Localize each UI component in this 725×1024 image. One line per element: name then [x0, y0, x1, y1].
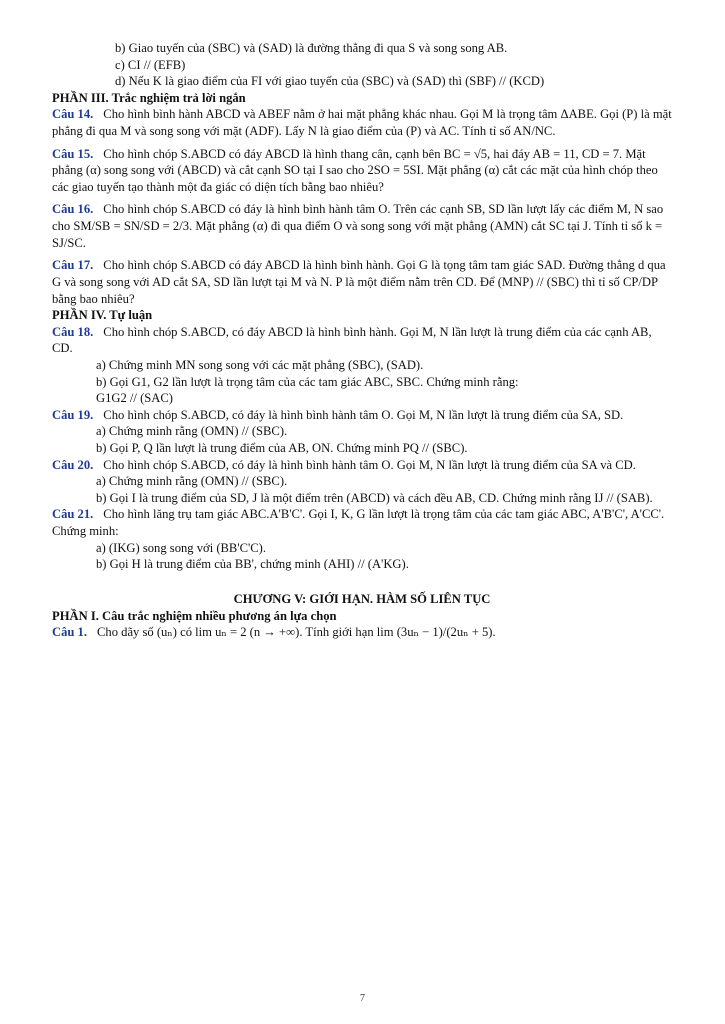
question-text: Cho hình chóp S.ABCD, có đáy ABCD là hình bình hành. Gọi M, N lần lượt là trung điểm của các cạnh AB, CD. — [52, 324, 652, 356]
question-label: Câu 17. — [52, 258, 94, 273]
part1-title: PHẦN I. Câu trắc nghiệm nhiều phương án lựa chọn — [52, 608, 337, 623]
question-label: Câu 20. — [52, 457, 94, 472]
page-content — [52, 40, 672, 641]
question-18-part-b: b) Gọi G1, G2 lần lượt là trọng tâm của các tam giác ABC, SBC. Chứng minh rằng: — [96, 374, 519, 389]
question-18-part-b-formula: G1G2 // (SAC) — [96, 391, 173, 406]
question-text: Cho hình chóp S.ABCD có đáy là hình bình hành tâm O. Trên các cạnh SB, SD lần lượt lấy các điểm M, N sao cho SM/SB = SN/SD = 2/3. Mặt phẳng (α) đi qua điểm O và song song với mặt phẳng (AMN) cắt SC tại J. Tính tỉ số k = SJ/SC. — [52, 202, 664, 250]
question-label: Câu 16. — [52, 202, 94, 217]
question-label: Câu 21. — [52, 507, 94, 522]
question-text: Cho dãy số (uₙ) có lim uₙ = 2 (n → +∞). Tính giới hạn lim (3uₙ − 1)/(2uₙ + 5). — [97, 625, 496, 640]
question-text: Cho hình chóp S.ABCD, có đáy là hình bình hành tâm O. Gọi M, N lần lượt là trung điểm của SA, SD. — [103, 407, 624, 422]
question-19 — [52, 407, 672, 424]
statement-c: c) CI // (EFB) — [115, 57, 186, 72]
question-label: Câu 18. — [52, 324, 94, 339]
question-text: Cho hình chóp S.ABCD, có đáy là hình bình hành tâm O. Gọi M, N lần lượt là trung điểm của SA và CD. — [103, 457, 636, 472]
question-21-part-a: a) (IKG) song song với (BB'C'C). — [96, 540, 267, 555]
statement-b: b) Giao tuyến của (SBC) và (SAD) là đường thẳng đi qua S và song song AB. — [115, 41, 508, 55]
question-17 — [52, 257, 672, 307]
question-20-part-a: a) Chứng minh rằng (OMN) // (SBC). — [96, 474, 288, 489]
question-text: Cho hình lăng trụ tam giác ABC.A'B'C'. Gọi I, K, G lần lượt là trọng tâm của các tam giác ABC, A'B'C', A'CC'. Chứng minh: — [52, 507, 665, 539]
question-18 — [52, 324, 672, 357]
question-21 — [52, 506, 672, 539]
question-label: Câu 1. — [52, 625, 87, 640]
part4-title: PHẦN IV. Tự luận — [52, 308, 153, 323]
question-label: Câu 19. — [52, 407, 94, 422]
question-label: Câu 15. — [52, 146, 94, 161]
question-21-part-b: b) Gọi H là trung điểm của BB', chứng minh (AHI) // (A'KG). — [96, 557, 409, 572]
chapter-title: CHƯƠNG V: GIỚI HẠN. HÀM SỐ LIÊN TỤC — [233, 591, 491, 606]
question-text: Cho hình chóp S.ABCD có đáy ABCD là hình bình hành. Gọi G là tọng tâm tam giác SAD. Đường thẳng d qua G và song song với AD cắt SA, SD lần lượt tại M và N. P là một điểm nằm trên CD. Để (MNP) // (SBC) thì tỉ số CP/DP bằng bao nhiêu? — [52, 258, 666, 306]
question-1 — [52, 624, 672, 641]
page-number: 7 — [360, 993, 365, 1004]
question-20 — [52, 457, 672, 474]
statement-d: d) Nếu K là giao điểm của FI với giao tuyến của (SBC) và (SAD) thì (SBF) // (KCD) — [115, 74, 545, 89]
question-text: Cho hình bình hành ABCD và ABEF nằm ở hai mặt phẳng khác nhau. Gọi M là trọng tâm ΔABE. Gọi (P) là mặt phẳng đi qua M và song song với mặt (ADF). Lấy N là giao điểm của (P) và AC. Tính tỉ số AN/NC. — [52, 107, 672, 139]
question-14 — [52, 106, 672, 139]
question-16 — [52, 201, 672, 251]
question-18-part-a: a) Chứng minh MN song song với các mặt phẳng (SBC), (SAD). — [96, 357, 424, 372]
part3-title: PHẦN III. Trắc nghiệm trả lời ngắn — [52, 90, 246, 105]
question-15 — [52, 146, 672, 196]
question-19-part-a: a) Chứng minh rằng (OMN) // (SBC). — [96, 424, 288, 439]
question-label: Câu 14. — [52, 107, 94, 122]
question-text: Cho hình chóp S.ABCD có đáy ABCD là hình thang cân, cạnh bên BC = √5, hai đáy AB = 11, CD = 7. Mặt phẳng (α) song song với (ABCD) và cắt cạnh SO tại I sao cho 2SO = 5SI. Mặt phẳng (α) cắt các mặt của hình chóp theo các giao tuyến tạo thành một đa giác có diện tích bằng bao nhiêu? — [52, 146, 658, 194]
question-19-part-b: b) Gọi P, Q lần lượt là trung điểm của AB, ON. Chứng minh PQ // (SBC). — [96, 441, 468, 456]
question-20-part-b: b) Gọi I là trung điểm của SD, J là một điểm trên (ABCD) và cách đều AB, CD. Chứng minh rằng IJ // (SAB). — [96, 490, 653, 505]
